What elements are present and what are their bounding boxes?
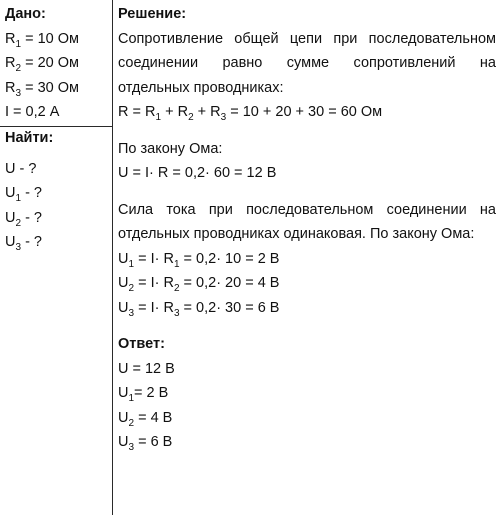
column-divider xyxy=(112,0,113,515)
solution-text: Сопротивление общей цепи при последовательном xyxy=(118,30,496,47)
formula-voltage-2: $U_2 = I\cdot R_2 = 0,2\cdot 20 = 4$ В xyxy=(118,275,280,294)
answer-line: $U_3 = 6$ В xyxy=(118,434,173,453)
given-section xyxy=(5,2,110,125)
given-line: $R_2 = 20$ Ом xyxy=(5,55,79,74)
formula-voltage-1: $U_1 = I\cdot R_1 = 0,2\cdot 10 = 2$ В xyxy=(118,250,280,270)
find-line: U - ? xyxy=(5,160,37,177)
formula-total-voltage: U = I· R = 0,2· 60 = 12 В xyxy=(118,165,277,181)
formula-total-resistance: $R = R_1 + R_2 + R_3 = 10 + 20 + 30 = 60$ Ом xyxy=(118,104,383,123)
solution-section xyxy=(118,2,496,455)
find-line: $U_3$ - ? xyxy=(5,234,42,253)
find-heading: Найти: xyxy=(5,130,54,146)
solution-text: соединении равно сумме сопротивлений на xyxy=(118,55,496,71)
given-line: $R_3 = 30$ Ом xyxy=(5,79,79,99)
solution-text: Сила тока при последовательном соединении на xyxy=(118,201,496,218)
find-line: $U_1$ - ? xyxy=(5,185,42,204)
answer-line: $U_1= 2$ В xyxy=(118,385,169,404)
answer-line: $U_2 = 4$ В xyxy=(118,409,173,429)
answer-line: U = 12 В xyxy=(118,360,175,377)
solution-text: отдельных проводниках одинаковая. По закону Ома: xyxy=(118,226,475,242)
find-section xyxy=(5,126,110,255)
find-line: $U_2$ - ? xyxy=(5,209,42,229)
given-line: $R_1 = 10$ Ом xyxy=(5,30,79,50)
solution-heading: Решение: xyxy=(118,6,187,22)
solution-text: отдельных проводниках: xyxy=(118,79,284,96)
given-line: I = 0,2 А xyxy=(5,104,60,120)
answer-heading: Ответ: xyxy=(118,336,165,352)
solution-text: По закону Ома: xyxy=(118,140,223,157)
formula-voltage-3: $U_3 = I\cdot R_3 = 0,2\cdot 30 = 6$ В xyxy=(118,299,280,319)
given-heading: Дано: xyxy=(5,6,46,22)
